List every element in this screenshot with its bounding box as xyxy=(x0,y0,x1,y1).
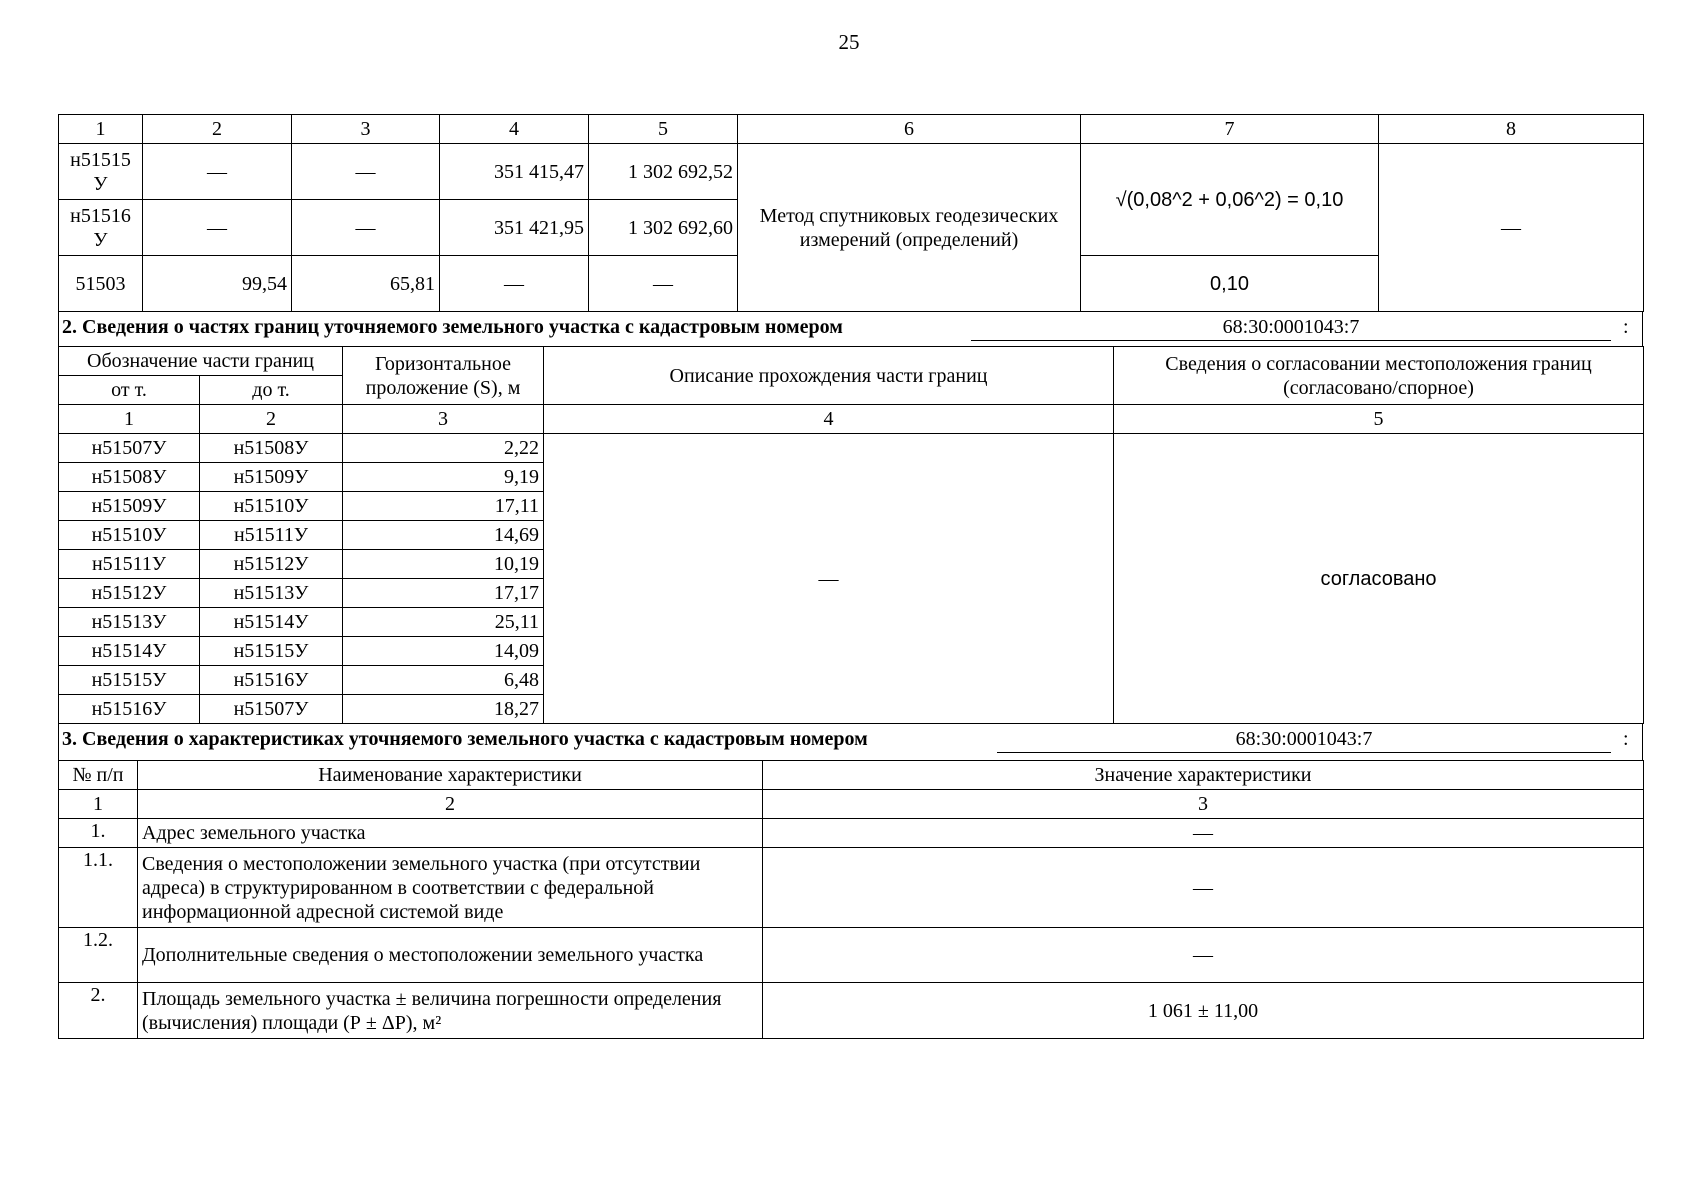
horizontal-distance: 6,48 xyxy=(343,666,544,695)
col-number: 5 xyxy=(589,115,738,144)
cell: 65,81 xyxy=(292,256,440,312)
horizontal-distance: 18,27 xyxy=(343,695,544,724)
row-value: 1 061 ± 11,00 xyxy=(763,983,1644,1039)
point-name: н51516 У xyxy=(59,200,143,256)
to-point: н51512У xyxy=(200,550,343,579)
cell: 99,54 xyxy=(143,256,292,312)
to-point: н51513У xyxy=(200,579,343,608)
col-number: 2 xyxy=(138,790,763,819)
col-number: 5 xyxy=(1114,405,1644,434)
section2-title-row xyxy=(58,312,1643,346)
boundary-parts-table xyxy=(58,346,1644,724)
method-cell: Метод спутниковых геодезических измерений (определений) xyxy=(738,144,1081,312)
row-name: Сведения о местоположении земельного участка (при отсутствии адреса) в структурированном в соответствии с федеральной информационной адресной системой виде xyxy=(138,848,763,928)
col-number: 2 xyxy=(200,405,343,434)
to-point: н51507У xyxy=(200,695,343,724)
row-value: — xyxy=(763,928,1644,983)
header-name: Наименование характеристики xyxy=(138,761,763,790)
section3-colon: : xyxy=(1623,728,1629,750)
col-number: 4 xyxy=(440,115,589,144)
from-point: н51512У xyxy=(59,579,200,608)
precision-cell: 0,10 xyxy=(1081,256,1379,312)
header-horizontal: Горизонтальное проложение (S), м xyxy=(343,347,544,405)
from-point: н51507У xyxy=(59,434,200,463)
section3-cadastral-number: 68:30:0001043:7 xyxy=(997,726,1611,753)
header-to: до т. xyxy=(200,376,343,405)
horizontal-distance: 17,11 xyxy=(343,492,544,521)
col-number: 1 xyxy=(59,405,200,434)
col-number: 2 xyxy=(143,115,292,144)
cell: — xyxy=(143,144,292,200)
from-point: н51510У xyxy=(59,521,200,550)
to-point: н51508У xyxy=(200,434,343,463)
from-point: н51508У xyxy=(59,463,200,492)
section2-title: 2. Сведения о частях границ уточняемого земельного участка с кадастровым номером xyxy=(62,316,843,338)
header-description: Описание прохождения части границ xyxy=(544,347,1114,405)
coord-y: 1 302 692,60 xyxy=(589,200,738,256)
horizontal-distance: 10,19 xyxy=(343,550,544,579)
cell: — xyxy=(143,200,292,256)
description-value: — xyxy=(544,434,1114,724)
column-numbers-row xyxy=(59,115,1644,144)
to-point: н51509У xyxy=(200,463,343,492)
horizontal-distance: 17,17 xyxy=(343,579,544,608)
to-point: н51511У xyxy=(200,521,343,550)
row-num: 1. xyxy=(59,819,138,848)
formula-cell: √(0,08^2 + 0,06^2) = 0,10 xyxy=(1081,144,1379,256)
col-number: 1 xyxy=(59,115,143,144)
row-name: Дополнительные сведения о местоположении земельного участка xyxy=(138,928,763,983)
col-number: 6 xyxy=(738,115,1081,144)
from-point: н51515У xyxy=(59,666,200,695)
section3-title: 3. Сведения о характеристиках уточняемого земельного участка с кадастровым номером xyxy=(62,728,868,750)
characteristics-table xyxy=(58,760,1644,1039)
document-body xyxy=(58,114,1643,1039)
section2-colon: : xyxy=(1623,316,1629,338)
table-row xyxy=(59,848,1644,928)
coord-y: — xyxy=(589,256,738,312)
from-point: н51514У xyxy=(59,637,200,666)
coord-x: 351 415,47 xyxy=(440,144,589,200)
page-number: 25 xyxy=(838,30,860,54)
table-row xyxy=(59,983,1644,1039)
table-row xyxy=(59,434,1644,463)
horizontal-distance: 2,22 xyxy=(343,434,544,463)
from-point: н51509У xyxy=(59,492,200,521)
from-point: н51513У xyxy=(59,608,200,637)
col8-cell: — xyxy=(1379,144,1644,312)
header-agreement: Сведения о согласовании местоположения границ (согласовано/спорное) xyxy=(1114,347,1644,405)
col-number: 8 xyxy=(1379,115,1644,144)
horizontal-distance: 9,19 xyxy=(343,463,544,492)
to-point: н51516У xyxy=(200,666,343,695)
header-num: № п/п xyxy=(59,761,138,790)
column-numbers-row xyxy=(59,790,1644,819)
table-row xyxy=(59,144,1644,200)
coord-x: — xyxy=(440,256,589,312)
row-num: 1.1. xyxy=(59,848,138,928)
horizontal-distance: 25,11 xyxy=(343,608,544,637)
col-number: 1 xyxy=(59,790,138,819)
row-num: 2. xyxy=(59,983,138,1039)
col-number: 7 xyxy=(1081,115,1379,144)
row-name: Адрес земельного участка xyxy=(138,819,763,848)
table-row xyxy=(59,819,1644,848)
col-number: 4 xyxy=(544,405,1114,434)
horizontal-distance: 14,69 xyxy=(343,521,544,550)
header-value: Значение характеристики xyxy=(763,761,1644,790)
from-point: н51511У xyxy=(59,550,200,579)
header-designation: Обозначение части границ xyxy=(59,347,343,376)
col-number: 3 xyxy=(763,790,1644,819)
section2-cadastral-number: 68:30:0001043:7 xyxy=(971,314,1611,341)
header-row xyxy=(59,761,1644,790)
to-point: н51510У xyxy=(200,492,343,521)
coordinates-table xyxy=(58,114,1644,312)
header-row xyxy=(59,347,1644,376)
row-num: 1.2. xyxy=(59,928,138,983)
table-row xyxy=(59,928,1644,983)
agreement-value: согласовано xyxy=(1114,434,1644,724)
point-name: н51515 У xyxy=(59,144,143,200)
from-point: н51516У xyxy=(59,695,200,724)
header-from: от т. xyxy=(59,376,200,405)
cell: — xyxy=(292,144,440,200)
row-name: Площадь земельного участка ± величина погрешности определения (вычисления) площади (Р ± ΔР), м² xyxy=(138,983,763,1039)
to-point: н51514У xyxy=(200,608,343,637)
point-name: 51503 xyxy=(59,256,143,312)
row-value: — xyxy=(763,819,1644,848)
horizontal-distance: 14,09 xyxy=(343,637,544,666)
col-number: 3 xyxy=(343,405,544,434)
col-number: 3 xyxy=(292,115,440,144)
row-value: — xyxy=(763,848,1644,928)
coord-x: 351 421,95 xyxy=(440,200,589,256)
section3-title-row xyxy=(58,724,1643,760)
coord-y: 1 302 692,52 xyxy=(589,144,738,200)
to-point: н51515У xyxy=(200,637,343,666)
cell: — xyxy=(292,200,440,256)
column-numbers-row xyxy=(59,405,1644,434)
